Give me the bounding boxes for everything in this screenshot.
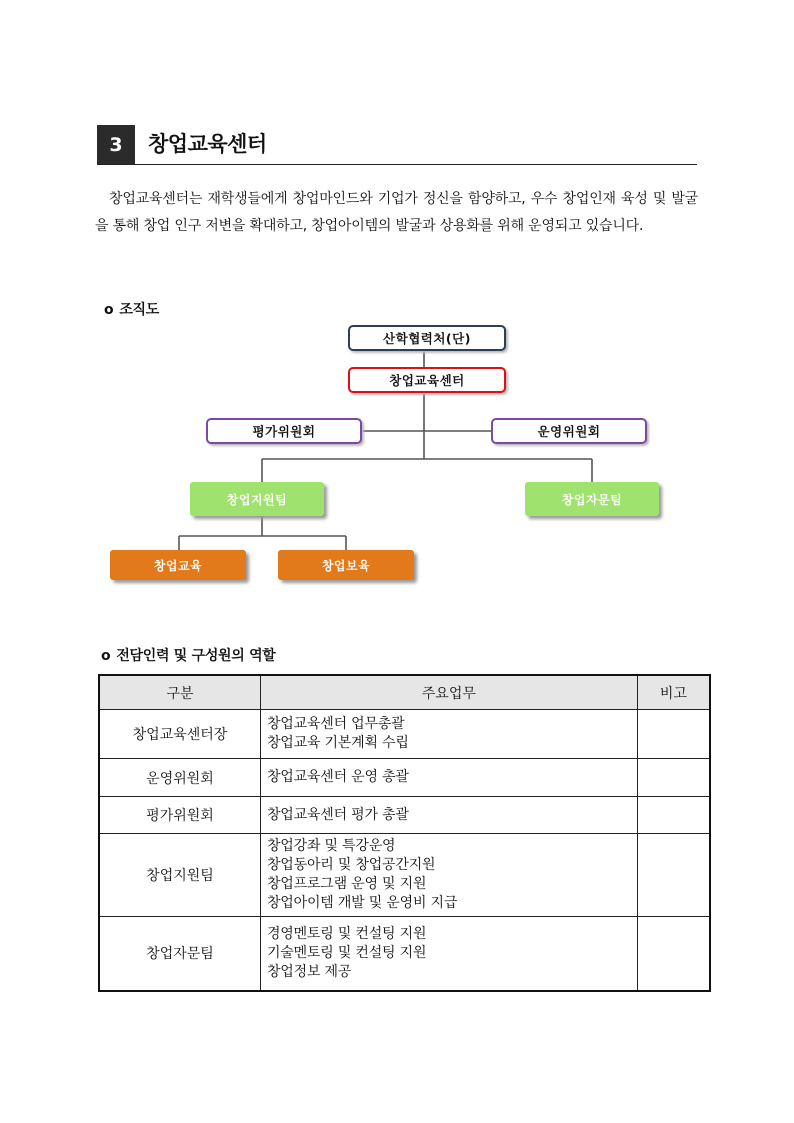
org-node-advisory-team: 창업자문팀 xyxy=(525,482,659,516)
roles-table xyxy=(98,674,711,992)
org-node-incubation: 창업보육 xyxy=(278,550,414,580)
row-note xyxy=(637,710,710,759)
duty-item: 창업강좌 및 특강운영 xyxy=(266,838,396,854)
org-node-evaluation-committee: 평가위원회 xyxy=(206,418,362,444)
duty-item: 창업교육센터 평가 총괄 xyxy=(266,806,409,823)
duty-item: 기술멘토링 및 컨설팅 지원 xyxy=(266,944,427,961)
header-duties: 주요업무 xyxy=(260,675,637,710)
table-row xyxy=(99,710,710,759)
bullet-icon: o xyxy=(104,302,114,318)
row-category: 운영위원회 xyxy=(99,759,260,797)
org-node-operation-committee: 운영위원회 xyxy=(491,418,647,444)
table-row xyxy=(99,917,710,991)
row-duties xyxy=(260,759,637,797)
org-chart-heading-text: 조직도 xyxy=(119,302,159,318)
row-category: 평가위원회 xyxy=(99,797,260,834)
table-row xyxy=(99,759,710,797)
duty-item: 창업교육센터 운영 총괄 xyxy=(266,769,409,785)
roles-heading-text: 전담인력 및 구성원의 역할 xyxy=(116,648,276,664)
row-duties xyxy=(260,710,637,759)
row-category: 창업교육센터장 xyxy=(99,710,260,759)
org-node-industry-cooperation: 산학협력처(단) xyxy=(348,325,506,351)
row-duties xyxy=(260,917,637,991)
duty-item: 창업아이템 개발 및 운영비 지급 xyxy=(266,895,458,911)
duty-item: 창업프로그램 운영 및 지원 xyxy=(266,876,427,892)
bullet-icon: o xyxy=(101,648,111,664)
table-row xyxy=(99,797,710,834)
duty-item: 창업정보 제공 xyxy=(266,963,352,980)
org-node-startup-center: 창업교육센터 xyxy=(348,367,506,393)
intro-paragraph: 창업교육센터는 재학생들에게 창업마인드와 기업가 정신을 함양하고, 우수 창업인재 육성 및 발굴을 통해 창업 인구 저변을 확대하고, 창업아이템의 발굴과 상용화를 위해 운영되고 있습니다. xyxy=(95,191,698,234)
org-node-support-team: 창업지원팀 xyxy=(190,482,324,516)
roles-heading xyxy=(101,645,276,665)
duty-item: 경영멘토링 및 컨설팅 지원 xyxy=(266,925,427,942)
row-category: 창업지원팀 xyxy=(99,834,260,917)
row-duties xyxy=(260,797,637,834)
section-title: 창업교육센터 xyxy=(148,132,267,156)
section-number: 3 xyxy=(97,125,135,164)
row-note xyxy=(637,797,710,834)
row-note xyxy=(637,834,710,917)
row-duties xyxy=(260,834,637,917)
row-note xyxy=(637,917,710,991)
table-row xyxy=(99,834,710,917)
org-node-education: 창업교육 xyxy=(110,550,246,580)
row-category: 창업자문팀 xyxy=(99,917,260,991)
row-note xyxy=(637,759,710,797)
header-category: 구분 xyxy=(99,675,260,710)
header-note: 비고 xyxy=(637,675,710,710)
duty-item: 창업교육센터 업무총괄 xyxy=(266,716,405,732)
table-header-row xyxy=(99,675,710,710)
duty-item: 창업동아리 및 창업공간지원 xyxy=(266,857,436,873)
duty-item: 창업교육 기본계획 수립 xyxy=(266,735,409,751)
